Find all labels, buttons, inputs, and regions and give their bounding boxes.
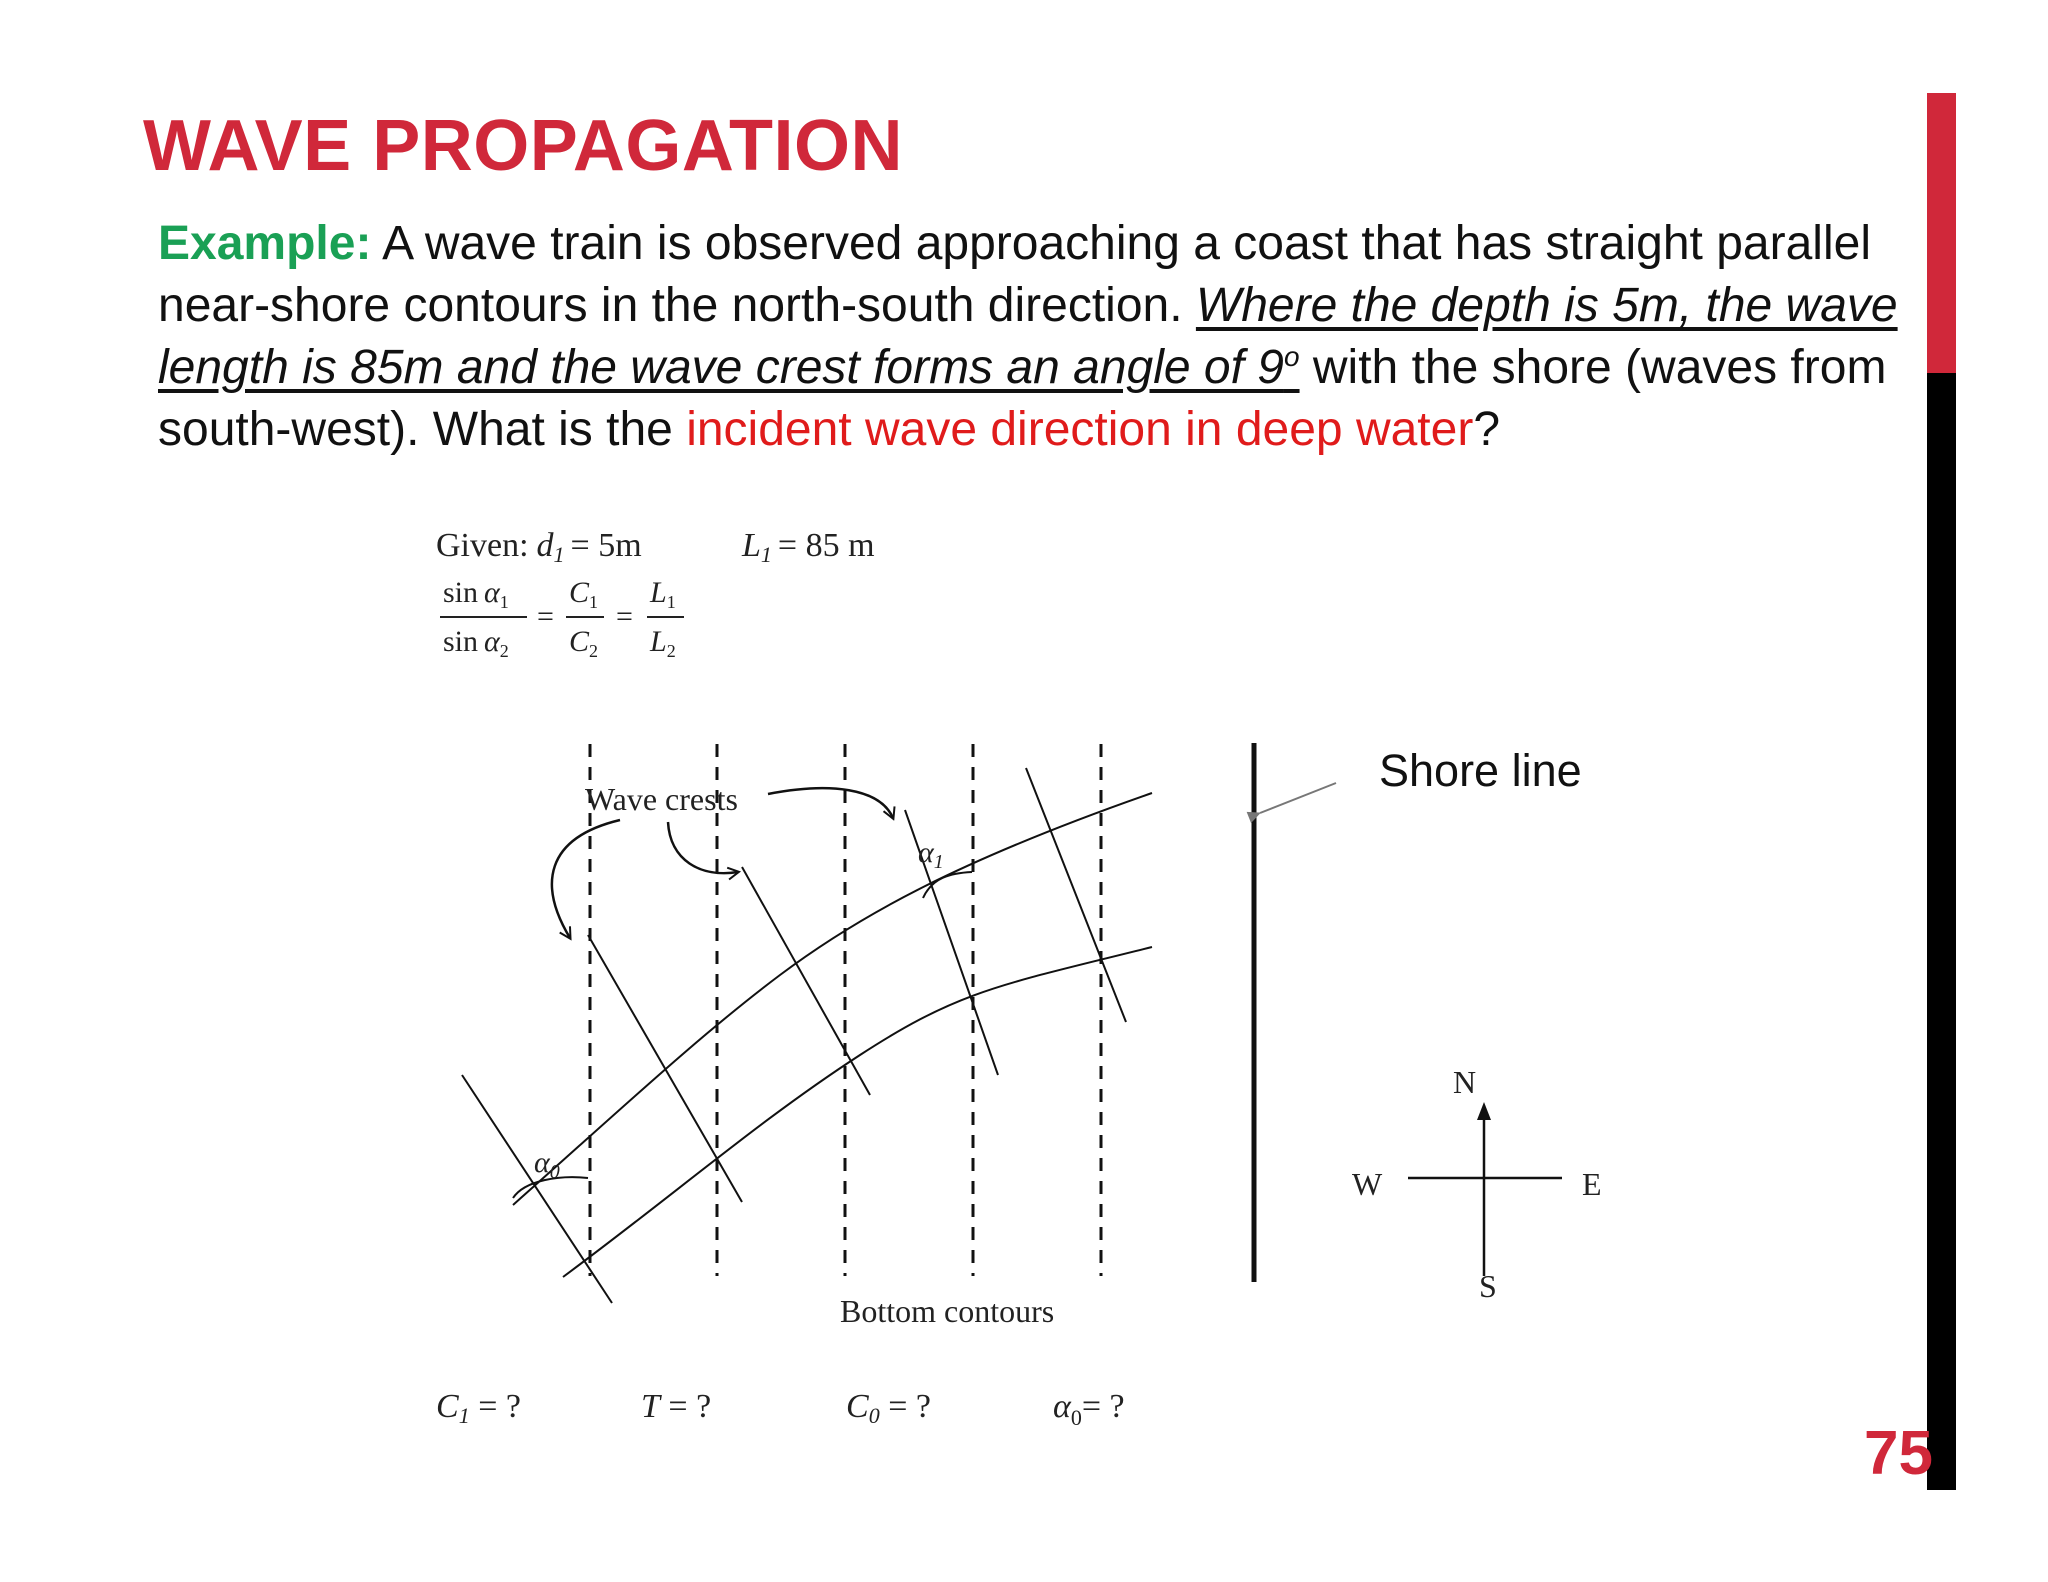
wave-crest <box>1026 768 1126 1022</box>
eq-num-sin-alpha1: $\sin \alpha_1$ <box>443 576 509 612</box>
compass-east: E <box>1582 1166 1602 1202</box>
pointer-arrow <box>668 822 738 873</box>
alpha0-label: $\alpha_0$ <box>534 1146 560 1183</box>
given-line: Given: d1 = 5m <box>436 527 642 567</box>
unknown-item: C1 = ? <box>436 1388 521 1428</box>
problem-text-2: with the shore (waves from south-west). What is the <box>158 341 1887 456</box>
page-number: 75 <box>1864 1419 1933 1488</box>
eq-den-sin-alpha2: $\sin \alpha_2$ <box>443 625 509 661</box>
eq-den-c2: $C_2$ <box>569 625 599 661</box>
unknowns-row <box>436 1388 1125 1430</box>
unknown-item: T = ? <box>641 1388 712 1425</box>
eq-equals-1: = <box>537 600 554 633</box>
given-block <box>436 527 875 661</box>
wave-crests-label: Wave crests <box>585 781 738 817</box>
bottom-contours <box>590 744 1101 1276</box>
compass-west: W <box>1352 1166 1383 1202</box>
example-label: Example: <box>158 217 372 270</box>
eq-den-l2: $L_2$ <box>650 625 676 661</box>
problem-text-1: A wave train is observed approaching a coast that has straight parallel near-shore contours in the north-south direction. <box>158 217 1871 332</box>
shore-line-pointer <box>1260 783 1336 813</box>
problem-emphasis-text: Where the depth is 5m, the wave length is 85m and the wave crest forms an angle of 9 <box>158 279 1898 394</box>
unknown-item: C0 = ? <box>846 1388 931 1428</box>
problem-text-3: ? <box>1473 403 1501 456</box>
unknown-item: $\alpha_0=$ ? <box>1053 1388 1125 1430</box>
compass-north: N <box>1453 1064 1477 1100</box>
eq-equals-2: = <box>616 600 633 633</box>
snell-equation <box>440 576 684 661</box>
eq-num-c1: $C_1$ <box>569 576 599 612</box>
given-wavelength: L1 = 85 m <box>742 527 875 567</box>
slide-title: WAVE PROPAGATION <box>143 106 904 186</box>
wave-crest <box>742 867 870 1095</box>
north-arrow-icon <box>1477 1102 1491 1120</box>
compass-south: S <box>1479 1268 1497 1304</box>
shore-line-label: Shore line <box>1379 745 1582 796</box>
alpha1-label: $\alpha_1$ <box>918 836 944 873</box>
degree-superscript: o <box>1283 341 1300 372</box>
pointer-arrow <box>552 820 620 938</box>
wave-ray <box>563 947 1152 1277</box>
eq-num-l1: $L_1$ <box>650 576 676 612</box>
problem-question-highlight: incident wave direction in deep water <box>686 403 1474 456</box>
wave-crest <box>588 935 742 1202</box>
bottom-contours-label: Bottom contours <box>840 1293 1055 1329</box>
wave-ray <box>513 793 1152 1205</box>
pointer-arrow <box>768 788 893 818</box>
compass-rose <box>1352 1064 1602 1304</box>
wave-crest-lines <box>462 768 1126 1303</box>
wave-rays <box>513 793 1152 1277</box>
